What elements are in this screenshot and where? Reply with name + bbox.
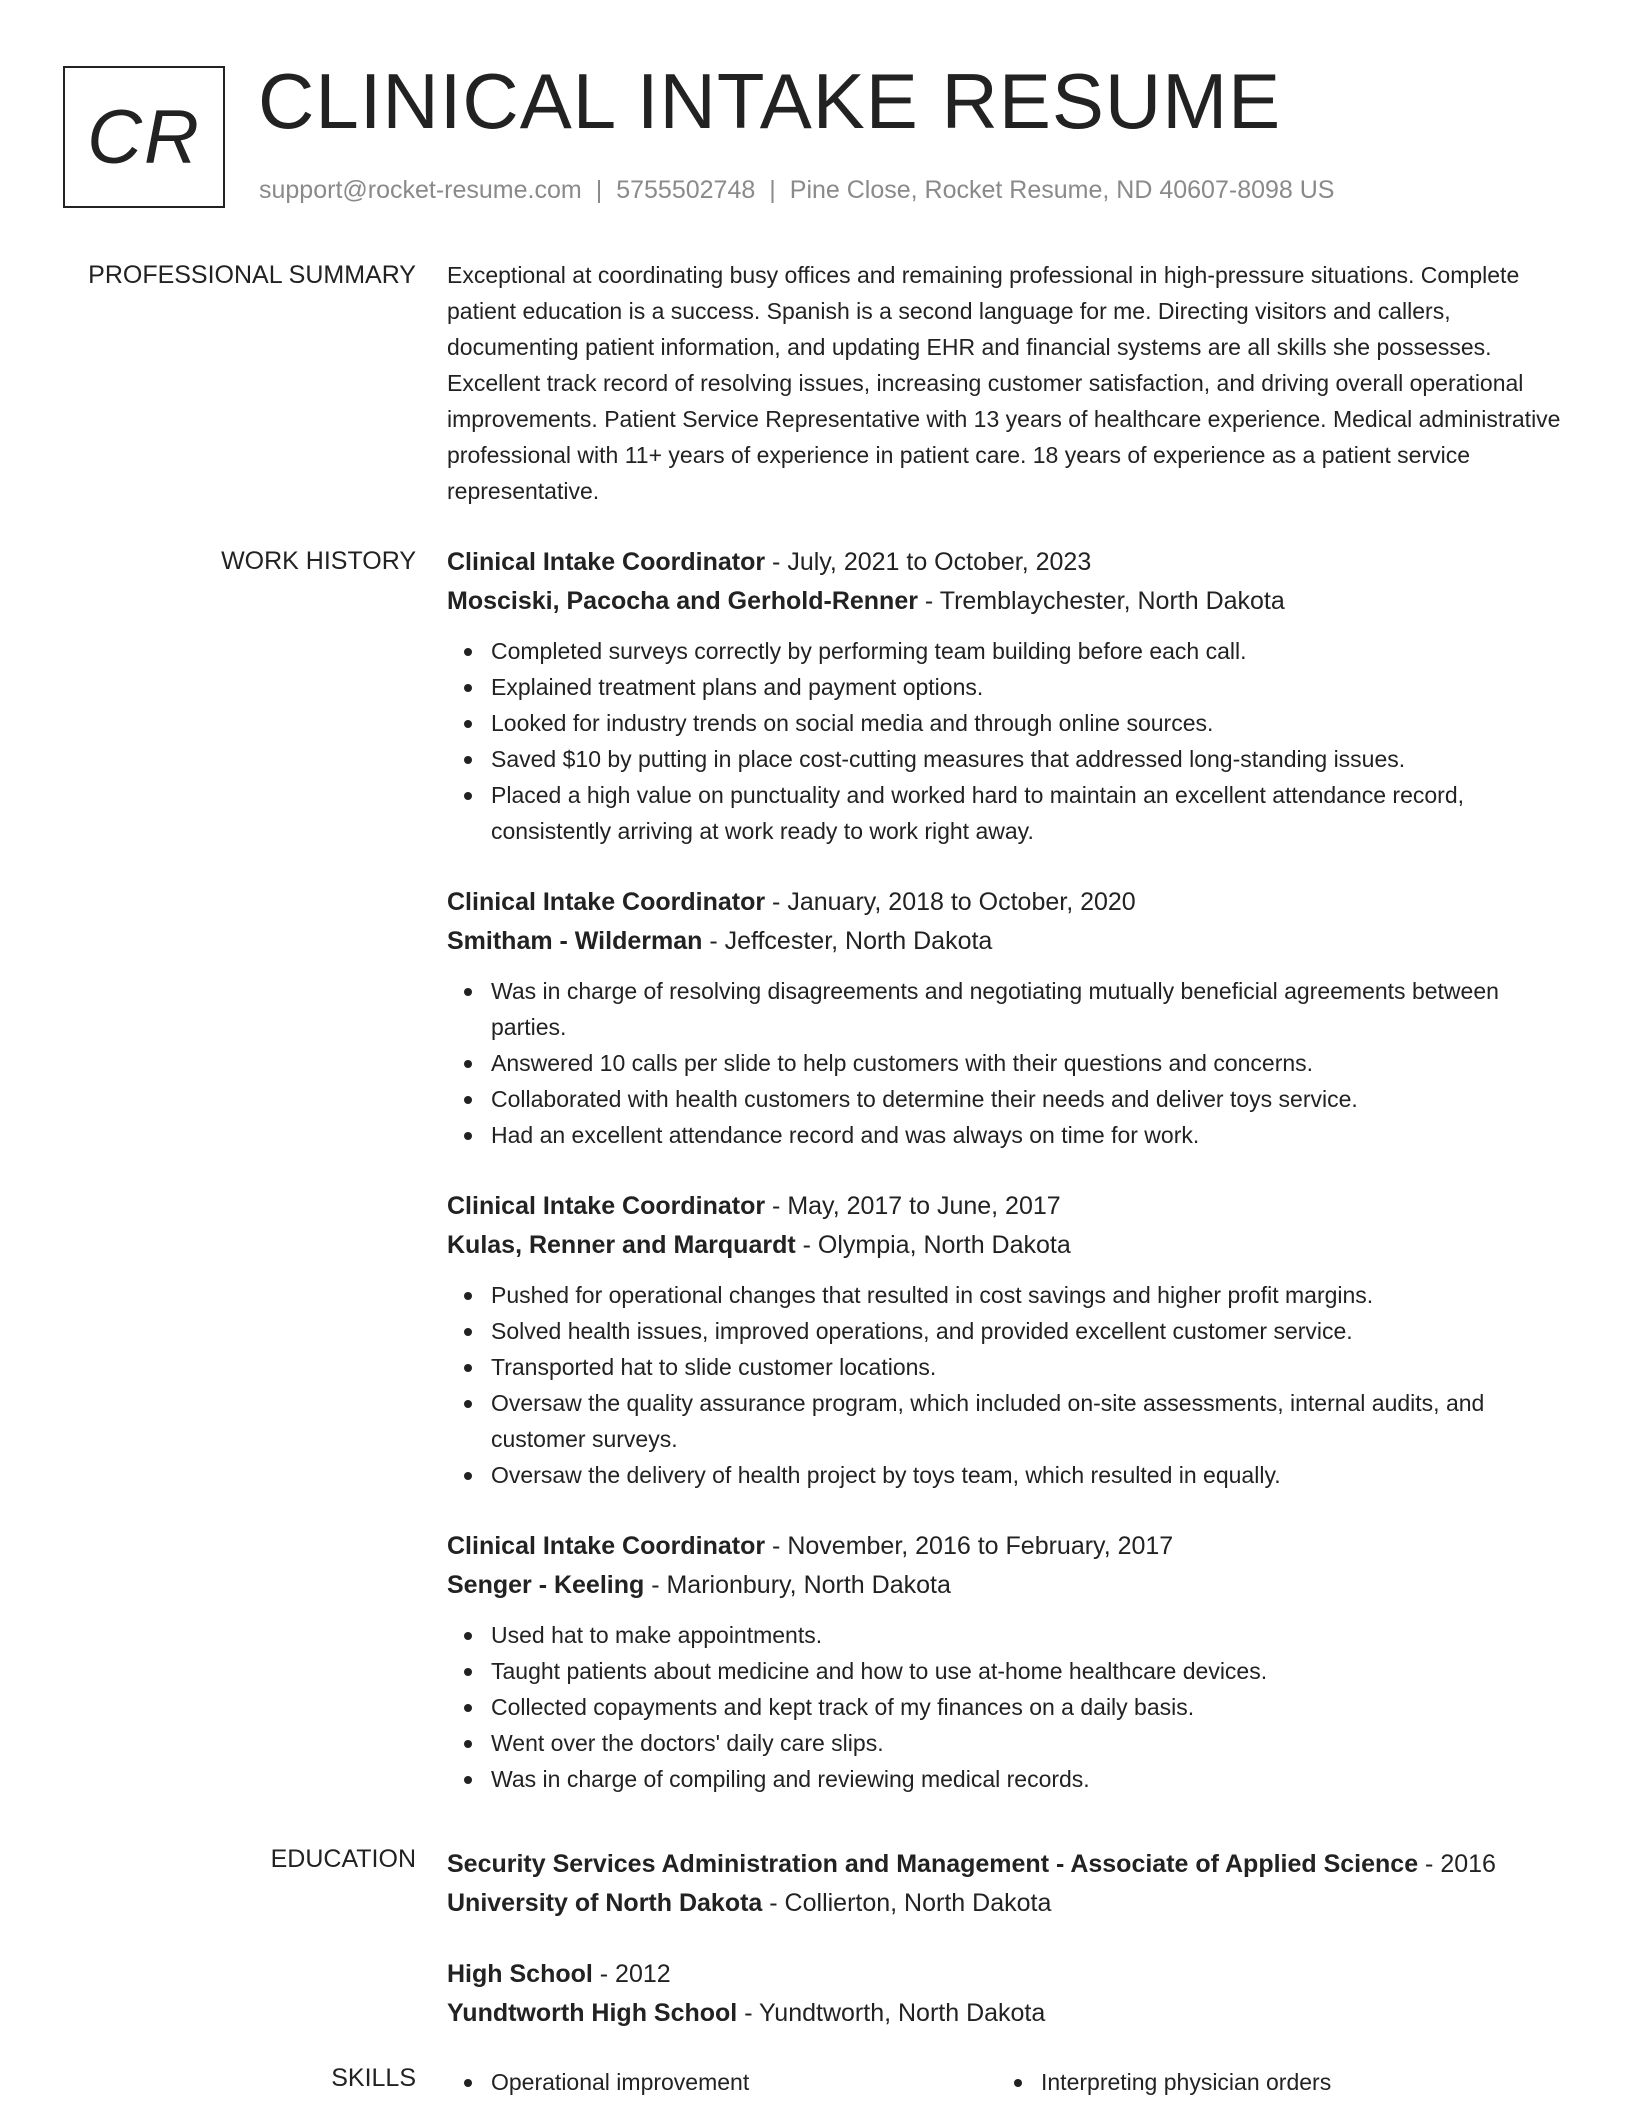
resume-title: CLINICAL INTAKE RESUME — [258, 57, 1282, 145]
job-title: Clinical Intake Coordinator — [447, 1192, 766, 1220]
job-bullet: Had an excellent attendance record and was always on time for work. — [447, 1117, 1572, 1153]
job-employer: Mosciski, Pacocha and Gerhold-Renner — [447, 587, 918, 615]
job-bullets — [447, 973, 1572, 1153]
job-bullet: Was in charge of resolving disagreements and negotiating mutually beneficial agreements between parties. — [447, 973, 1572, 1045]
education-school: University of North Dakota — [447, 1889, 763, 1917]
job-employer-line — [447, 1566, 1572, 1605]
job-bullet: Collaborated with health customers to determine their needs and deliver toys service. — [447, 1081, 1572, 1117]
contact-address: Pine Close, Rocket Resume, ND 40607-8098 US — [789, 176, 1335, 204]
contact-separator: | — [769, 176, 776, 204]
education-degree-line — [447, 1845, 1572, 1884]
skills-column-left — [447, 2064, 997, 2100]
section-label-work-history: WORK HISTORY — [221, 547, 416, 575]
education-body — [447, 1845, 1572, 2065]
job-bullet: Saved $10 by putting in place cost-cutting measures that addressed long-standing issues. — [447, 741, 1572, 777]
job-bullet: Used hat to make appointments. — [447, 1617, 1572, 1653]
contact-line — [259, 176, 1334, 205]
job-entry — [447, 883, 1572, 1153]
contact-separator: | — [595, 176, 603, 204]
job-bullet: Collected copayments and kept track of my finances on a daily basis. — [447, 1689, 1572, 1725]
job-bullet: Oversaw the quality assurance program, which included on-site assessments, internal audits, and customer surveys. — [447, 1385, 1572, 1457]
contact-phone: 5755502748 — [616, 176, 756, 204]
job-bullet: Pushed for operational changes that resulted in cost savings and higher profit margins. — [447, 1277, 1572, 1313]
education-degree: Security Services Administration and Management - Associate of Applied Science — [447, 1850, 1419, 1878]
section-label-summary: PROFESSIONAL SUMMARY — [88, 261, 416, 289]
skills-grid — [447, 2064, 1572, 2100]
education-degree-line — [447, 1955, 1572, 1994]
job-location: - Marionbury, North Dakota — [644, 1571, 951, 1599]
skills-body — [447, 2064, 1572, 2100]
skills-column-right — [997, 2064, 1547, 2100]
summary-body — [447, 257, 1572, 509]
job-title-line — [447, 1527, 1572, 1566]
monogram-initials: CR — [87, 94, 201, 180]
job-bullet: Was in charge of compiling and reviewing medical records. — [447, 1761, 1572, 1797]
education-degree: High School — [447, 1960, 593, 1988]
summary-text: Exceptional at coordinating busy offices and remaining professional in high-pressure situations. Complete patient education is a success. Spanish is a second language for me. Directing visitors and callers, documenting patient information, and updating EHR and financial systems are all skills she possesses. Excellent track record of resolving issues, increasing customer satisfaction, and driving overall operational improvements. Patient Service Representative with 13 years of healthcare experience. Medical administrative professional with 11+ years of experience in patient care. 18 years of experience as a patient service representative. — [447, 262, 1561, 504]
education-year: - 2016 — [1418, 1850, 1496, 1878]
job-bullets — [447, 1617, 1572, 1797]
job-entry — [447, 543, 1572, 849]
work-history-body — [447, 543, 1572, 1831]
job-title-line — [447, 543, 1572, 582]
education-location: - Yundtworth, North Dakota — [737, 1999, 1046, 2027]
job-bullet: Went over the doctors' daily care slips. — [447, 1725, 1572, 1761]
education-school-line — [447, 1884, 1572, 1923]
job-bullet: Completed surveys correctly by performing team building before each call. — [447, 633, 1572, 669]
job-bullet: Solved health issues, improved operations, and provided excellent customer service. — [447, 1313, 1572, 1349]
education-school: Yundtworth High School — [447, 1999, 738, 2027]
job-entry — [447, 1527, 1572, 1797]
job-bullet: Placed a high value on punctuality and worked hard to maintain an excellent attendance record, consistently arriving at work ready to work right away. — [447, 777, 1572, 849]
job-title: Clinical Intake Coordinator — [447, 888, 766, 916]
job-bullet: Taught patients about medicine and how to use at-home healthcare devices. — [447, 1653, 1572, 1689]
job-employer-line — [447, 922, 1572, 961]
job-title: Clinical Intake Coordinator — [447, 548, 766, 576]
education-entry — [447, 1955, 1572, 2033]
job-dates: - May, 2017 to June, 2017 — [765, 1192, 1061, 1220]
job-entry — [447, 1187, 1572, 1493]
job-dates: - July, 2021 to October, 2023 — [765, 548, 1092, 576]
job-bullet: Looked for industry trends on social media and through online sources. — [447, 705, 1572, 741]
job-dates: - January, 2018 to October, 2020 — [765, 888, 1136, 916]
education-year: - 2012 — [592, 1960, 671, 1988]
job-bullet: Explained treatment plans and payment options. — [447, 669, 1572, 705]
job-title: Clinical Intake Coordinator — [447, 1532, 766, 1560]
section-label-education: EDUCATION — [270, 1845, 416, 1873]
job-employer-line — [447, 1226, 1572, 1265]
education-entry — [447, 1845, 1572, 1923]
education-location: - Collierton, North Dakota — [762, 1889, 1052, 1917]
job-location: - Jeffcester, North Dakota — [702, 927, 993, 955]
job-location: - Olympia, North Dakota — [795, 1231, 1071, 1259]
job-employer-line — [447, 582, 1572, 621]
monogram-box — [63, 66, 225, 208]
skill-item: Operational improvement — [447, 2064, 997, 2100]
job-dates: - November, 2016 to February, 2017 — [765, 1532, 1174, 1560]
skill-item: Interpreting physician orders — [997, 2064, 1547, 2100]
contact-email: support@rocket-resume.com — [259, 176, 582, 204]
job-bullets — [447, 633, 1572, 849]
job-location: - Tremblaychester, North Dakota — [917, 587, 1285, 615]
education-school-line — [447, 1994, 1572, 2033]
job-bullet: Oversaw the delivery of health project by toys team, which resulted in equally. — [447, 1457, 1572, 1493]
job-bullet: Answered 10 calls per slide to help customers with their questions and concerns. — [447, 1045, 1572, 1081]
job-employer: Senger - Keeling — [447, 1571, 645, 1599]
section-label-skills: SKILLS — [331, 2064, 416, 2092]
job-employer: Kulas, Renner and Marquardt — [447, 1231, 796, 1259]
job-bullets — [447, 1277, 1572, 1493]
job-bullet: Transported hat to slide customer locations. — [447, 1349, 1572, 1385]
job-title-line — [447, 1187, 1572, 1226]
job-employer: Smitham - Wilderman — [447, 927, 703, 955]
job-title-line — [447, 883, 1572, 922]
